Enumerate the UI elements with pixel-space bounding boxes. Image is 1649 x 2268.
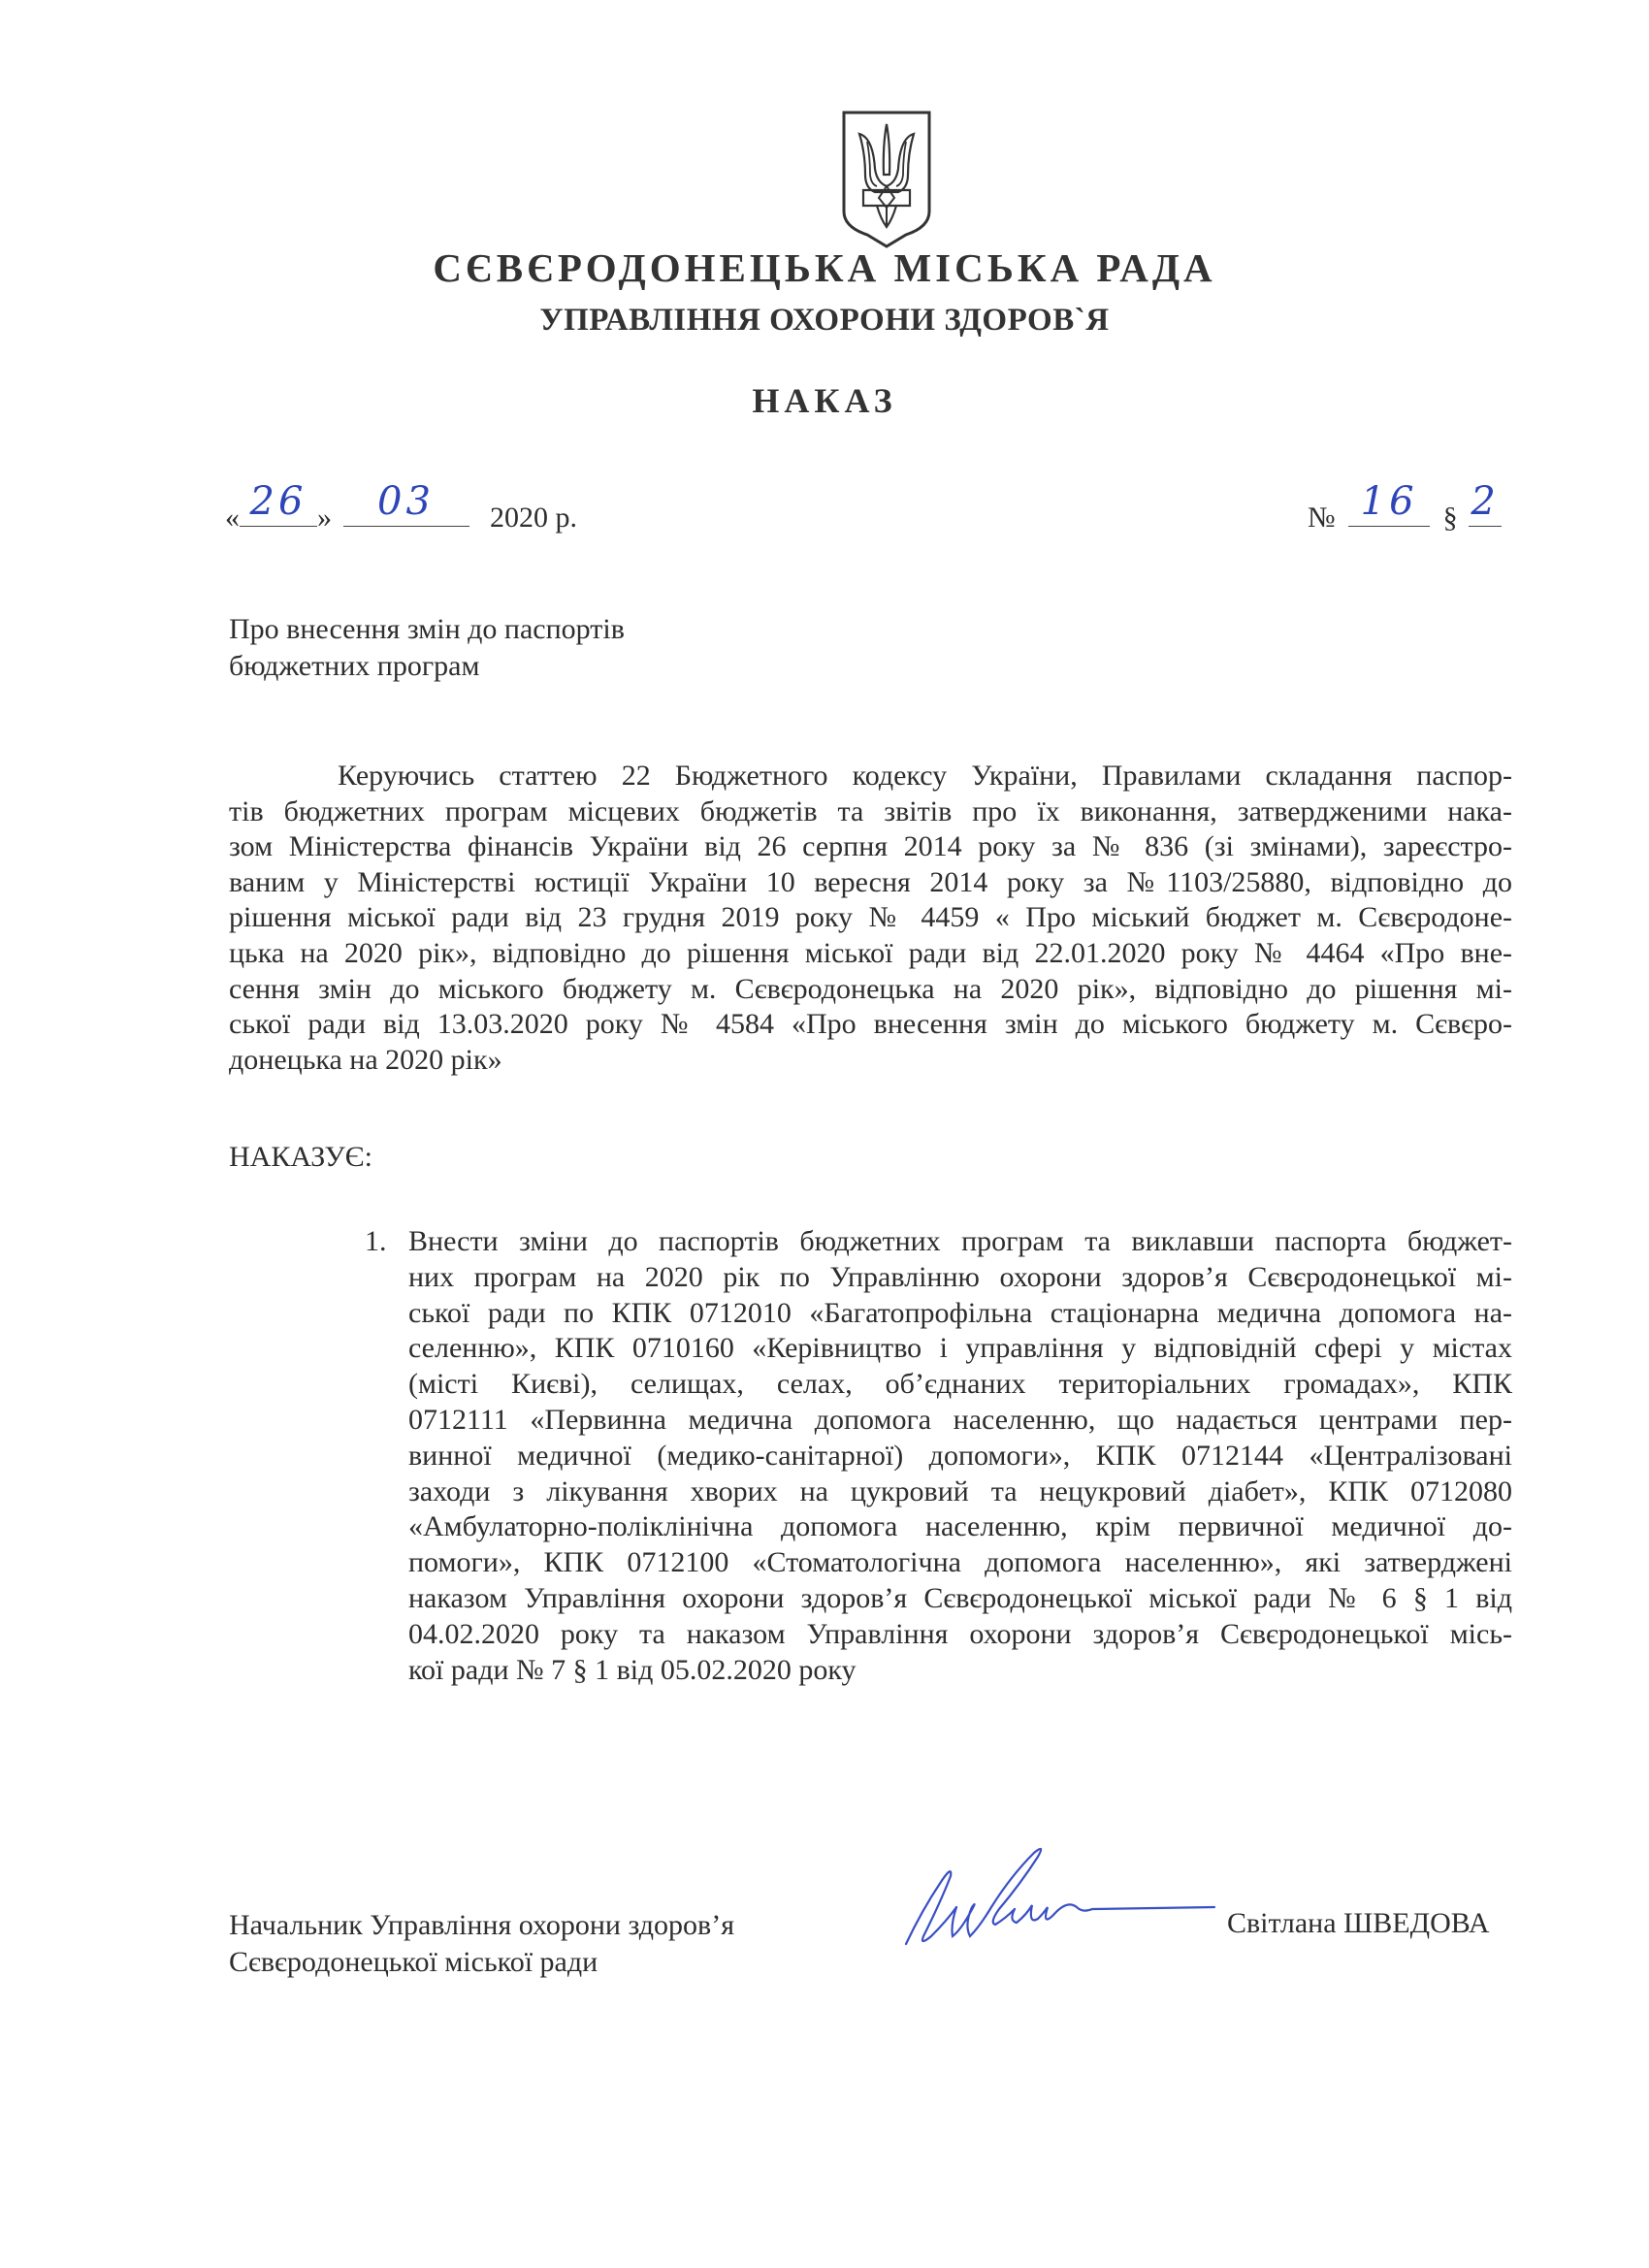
- preamble-paragraph: [229, 759, 1512, 1078]
- preamble-line: зом Міністерства фінансів України від 26 серпня 2014 року за № 836 (зі змінами), зареєстро-: [229, 830, 1512, 863]
- preamble-line: ваним у Міністерстві юстиції України 10 вересня 2014 року за №1103/25880, відповідно до: [229, 865, 1512, 898]
- number-field: [1348, 479, 1430, 527]
- position-line: Сєвєродонецької міської ради: [229, 1946, 598, 1978]
- department-title: УПРАВЛІННЯ ОХОРОНИ ЗДОРОВ`Я: [539, 303, 1110, 338]
- section-field: [1469, 479, 1502, 527]
- handwritten-section: 2: [1471, 479, 1500, 524]
- item-line: (місті Києві), селищах, селах, об’єднаних територіальних громадах», КПК: [408, 1368, 1512, 1401]
- item-line: «Амбулаторно-поліклінічна допомога населенню, крім первичної медичної до-: [408, 1510, 1512, 1543]
- preamble-line: донецька на 2020 рік»: [229, 1043, 502, 1076]
- item-body: [408, 1224, 1512, 1688]
- item-line: Внести зміни до паспортів бюджетних програм та виклавши паспорта бюджет-: [408, 1225, 1512, 1257]
- document-subject: [229, 611, 625, 685]
- item-line: наказом Управління охорони здоров’я Сєвєродонецької міської ради № 6 § 1 від: [408, 1581, 1512, 1614]
- month-field: [343, 479, 469, 527]
- subject-line: Про внесення змін до паспортів: [229, 613, 625, 645]
- item-line: 04.02.2020 року та наказом Управління охорони здоров’я Сєвєродонецької місь-: [408, 1617, 1512, 1650]
- close-quote: »: [317, 502, 332, 534]
- item-line: винної медичної (медико-санітарної) допомоги», КПК 0712144 «Централізовані: [408, 1439, 1512, 1472]
- item-line: ської ради по КПК 0712010 «Багатопрофільна стаціонарна медична допомога на-: [408, 1296, 1512, 1329]
- handwritten-day: 26: [249, 479, 307, 524]
- organization-title: СЄВЄРОДОНЕЦЬКА МІСЬКА РАДА: [433, 245, 1216, 290]
- number-sign: №: [1308, 502, 1336, 534]
- handwritten-number: 16: [1360, 479, 1418, 524]
- year-text: 2020 р.: [490, 502, 577, 534]
- preamble-line: цька на 2020 рік», відповідно до рішення міської ради від 22.01.2020 року № 4464 «Про вне-: [229, 936, 1512, 969]
- item-line: заходи з лікування хворих на цукровий та нецукровий діабет», КПК 0712080: [408, 1474, 1512, 1507]
- handwritten-signature-icon: [902, 1843, 1222, 1950]
- preamble-line: рішення міської ради від 23 грудня 2019 року № 4459 « Про міський бюджет м. Сєвєродоне-: [229, 901, 1512, 934]
- item-line: селенню», КПК 0710160 «Керівництво і управління у відповідній сфері у містах: [408, 1332, 1512, 1365]
- document-number: [1308, 479, 1502, 535]
- item-line: кої ради № 7 § 1 від 05.02.2020 року: [408, 1653, 857, 1686]
- signatory-name: Світлана ШВЕДОВА: [1227, 1907, 1490, 1939]
- orders-label: НАКАЗУЄ:: [229, 1141, 372, 1173]
- day-field: [240, 479, 317, 527]
- document-date: [225, 479, 577, 535]
- position-line: Начальник Управління охорони здоров’я: [229, 1909, 734, 1941]
- order-item: [365, 1224, 1512, 1688]
- item-line: них програм на 2020 рік по Управлінню охорони здоров’я Сєвєродонецької мі-: [408, 1260, 1512, 1293]
- preamble-line: сення змін до міського бюджету м. Сєвєродонецька на 2020 рік», відповідно до рішення мі-: [229, 972, 1512, 1005]
- subject-line: бюджетних програм: [229, 650, 480, 682]
- handwritten-month: 03: [377, 479, 435, 524]
- section-sign: §: [1442, 502, 1458, 534]
- preamble-line: ської ради від 13.03.2020 року № 4584 «Про внесення змін до міського бюджету м. Сєвєро-: [229, 1008, 1512, 1041]
- trident-coat-of-arms-icon: [838, 107, 935, 252]
- preamble-line: тів бюджетних програм місцевих бюджетів та звітів про їх виконання, затвердженими нака-: [229, 794, 1512, 827]
- preamble-line: Керуючись статтею 22 Бюджетного кодексу України, Правилами складання паспор-: [338, 760, 1512, 792]
- item-line: помоги», КПК 0712100 «Стоматологічна допомога населенню», які затверджені: [408, 1546, 1512, 1579]
- signatory-position: [229, 1907, 734, 1981]
- item-number: 1.: [365, 1225, 387, 1257]
- open-quote: «: [225, 502, 240, 534]
- item-line: 0712111 «Первинна медична допомога населенню, що надається центрами пер-: [408, 1403, 1512, 1436]
- document-type-heading: НАКАЗ: [752, 381, 897, 420]
